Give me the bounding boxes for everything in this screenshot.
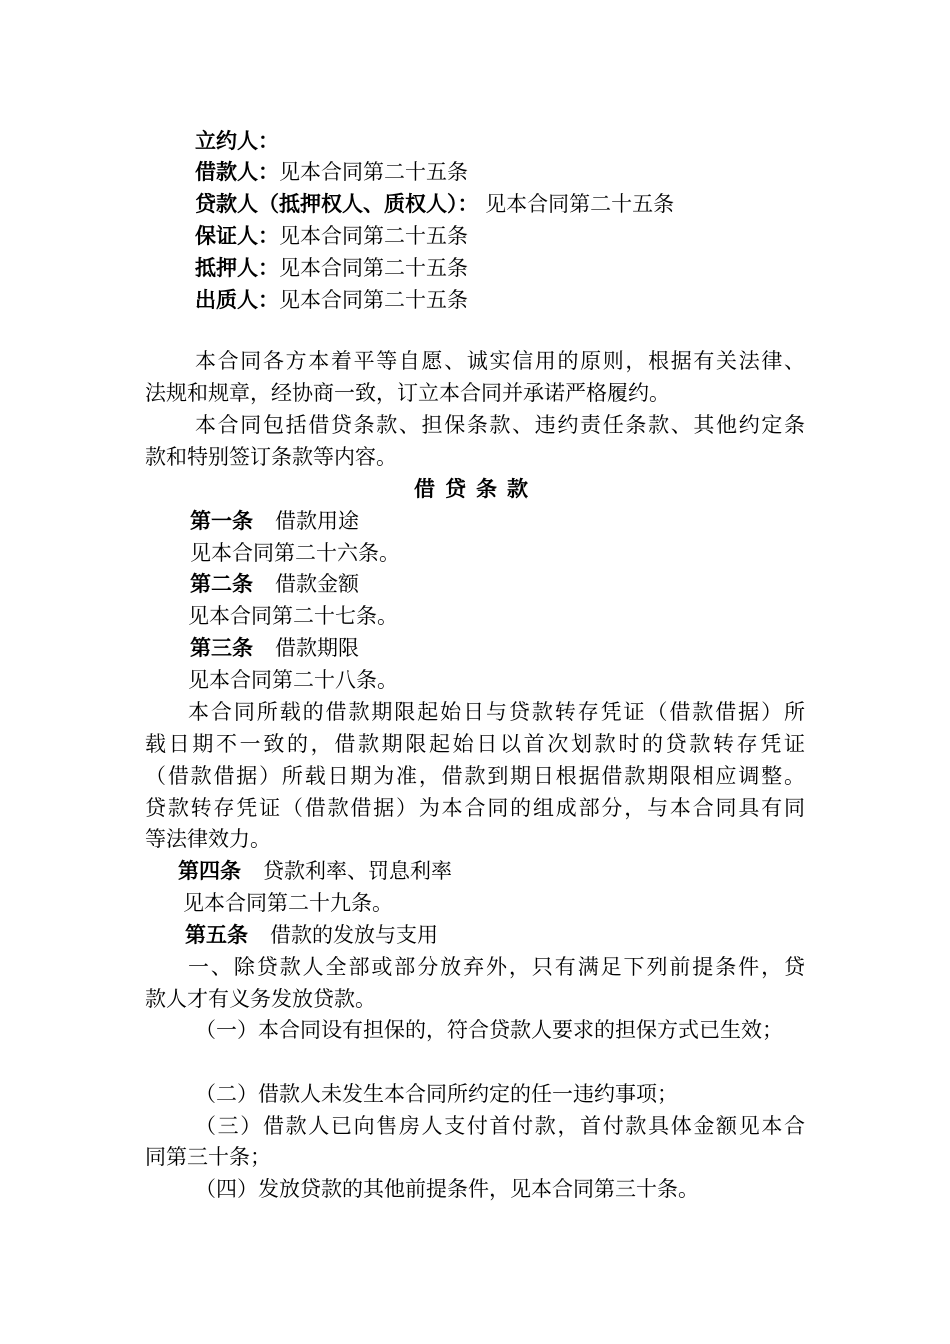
party-guarantor-label: 保证人 bbox=[195, 223, 258, 248]
article-3-label: 第三条 bbox=[190, 635, 253, 660]
party-borrower-value: 见本合同第二十五条 bbox=[279, 160, 468, 184]
article-5-item3-line2: 同第三十条； bbox=[145, 1145, 271, 1169]
article-2-heading bbox=[190, 569, 359, 599]
article-4-body: 见本合同第二十九条。 bbox=[183, 891, 393, 915]
article-3-para-line2: 载日期不一致的，借款期限起始日以首次划款时的贷款转存凭证 bbox=[145, 732, 805, 756]
party-mortgagor-value: 见本合同第二十五条 bbox=[279, 256, 468, 280]
article-1-heading bbox=[190, 506, 359, 536]
party-guarantor-value: 见本合同第二十五条 bbox=[279, 224, 468, 248]
article-5-item1: （一）本合同设有担保的，符合贷款人要求的担保方式已生效； bbox=[195, 1018, 783, 1042]
party-pledgor-value: 见本合同第二十五条 bbox=[279, 288, 468, 312]
party-borrower-label: 借款人 bbox=[195, 159, 258, 184]
party-guarantor bbox=[195, 221, 468, 251]
article-4-title: 贷款利率、罚息利率 bbox=[263, 859, 452, 883]
article-5-para1-line1: 一、除贷款人全部或部分放弃外，只有满足下列前提条件，贷 bbox=[188, 955, 805, 979]
article-3-title: 借款期限 bbox=[275, 636, 359, 660]
party-lender-value: 见本合同第二十五条 bbox=[478, 192, 675, 216]
article-1-label: 第一条 bbox=[190, 508, 253, 533]
article-2-label: 第二条 bbox=[190, 571, 253, 596]
party-mortgagor-sep: ： bbox=[258, 255, 279, 280]
article-4-label: 第四条 bbox=[178, 858, 241, 883]
party-pledgor-sep: ： bbox=[258, 287, 279, 312]
party-lender-sep: ： bbox=[457, 191, 479, 216]
article-3-para-line1: 本合同所载的借款期限起始日与贷款转存凭证（借款借据）所 bbox=[188, 700, 805, 724]
article-5-title: 借款的发放与支用 bbox=[270, 923, 438, 947]
article-5-item3-line1: （三）借款人已向售房人支付首付款，首付款具体金额见本合 bbox=[195, 1114, 805, 1138]
article-3-para-line4: 贷款转存凭证（借款借据）为本合同的组成部分，与本合同具有同 bbox=[145, 796, 805, 820]
party-borrower bbox=[195, 157, 468, 187]
article-5-para1-line2: 款人才有义务发放贷款。 bbox=[145, 987, 376, 1011]
article-5-label: 第五条 bbox=[185, 922, 248, 947]
party-guarantor-sep: ： bbox=[258, 223, 279, 248]
article-3-para-line3: （借款借据）所载日期为准，借款到期日根据借款期限相应调整。 bbox=[145, 764, 805, 788]
party-borrower-sep: ： bbox=[258, 159, 279, 184]
article-4-heading bbox=[178, 856, 452, 886]
article-5-item2: （二）借款人未发生本合同所约定的任一违约事项； bbox=[195, 1082, 678, 1106]
party-pledgor bbox=[195, 285, 468, 315]
article-2-title: 借款金额 bbox=[275, 572, 359, 596]
preamble-p2-line2: 款和特别签订条款等内容。 bbox=[145, 445, 397, 469]
section-heading: 借贷条款 bbox=[414, 476, 538, 501]
preamble-p1-line2: 法规和规章，经协商一致，订立本合同并承诺严格履约。 bbox=[145, 381, 670, 405]
article-3-para-line5: 等法律效力。 bbox=[145, 827, 271, 851]
article-1-body: 见本合同第二十六条。 bbox=[190, 541, 400, 565]
party-pledgor-label: 出质人 bbox=[195, 287, 258, 312]
party-mortgagor bbox=[195, 253, 468, 283]
preamble-p1-line1: 本合同各方本着平等自愿、诚实信用的原则，根据有关法律、 bbox=[195, 349, 805, 373]
parties-title: 立约人： bbox=[195, 128, 279, 153]
party-lender-label: 贷款人（抵押权人、质权人） bbox=[195, 191, 458, 216]
article-1-title: 借款用途 bbox=[275, 509, 359, 533]
article-5-heading bbox=[185, 920, 438, 950]
party-mortgagor-label: 抵押人 bbox=[195, 255, 258, 280]
party-lender bbox=[195, 189, 674, 219]
article-5-item4: （四）发放贷款的其他前提条件，见本合同第三十条。 bbox=[195, 1177, 699, 1201]
article-2-body: 见本合同第二十七条。 bbox=[188, 604, 398, 628]
article-3-heading bbox=[190, 633, 359, 663]
preamble-p2-line1: 本合同包括借贷条款、担保条款、违约责任条款、其他约定条 bbox=[195, 413, 805, 437]
article-3-body: 见本合同第二十八条。 bbox=[188, 668, 398, 692]
